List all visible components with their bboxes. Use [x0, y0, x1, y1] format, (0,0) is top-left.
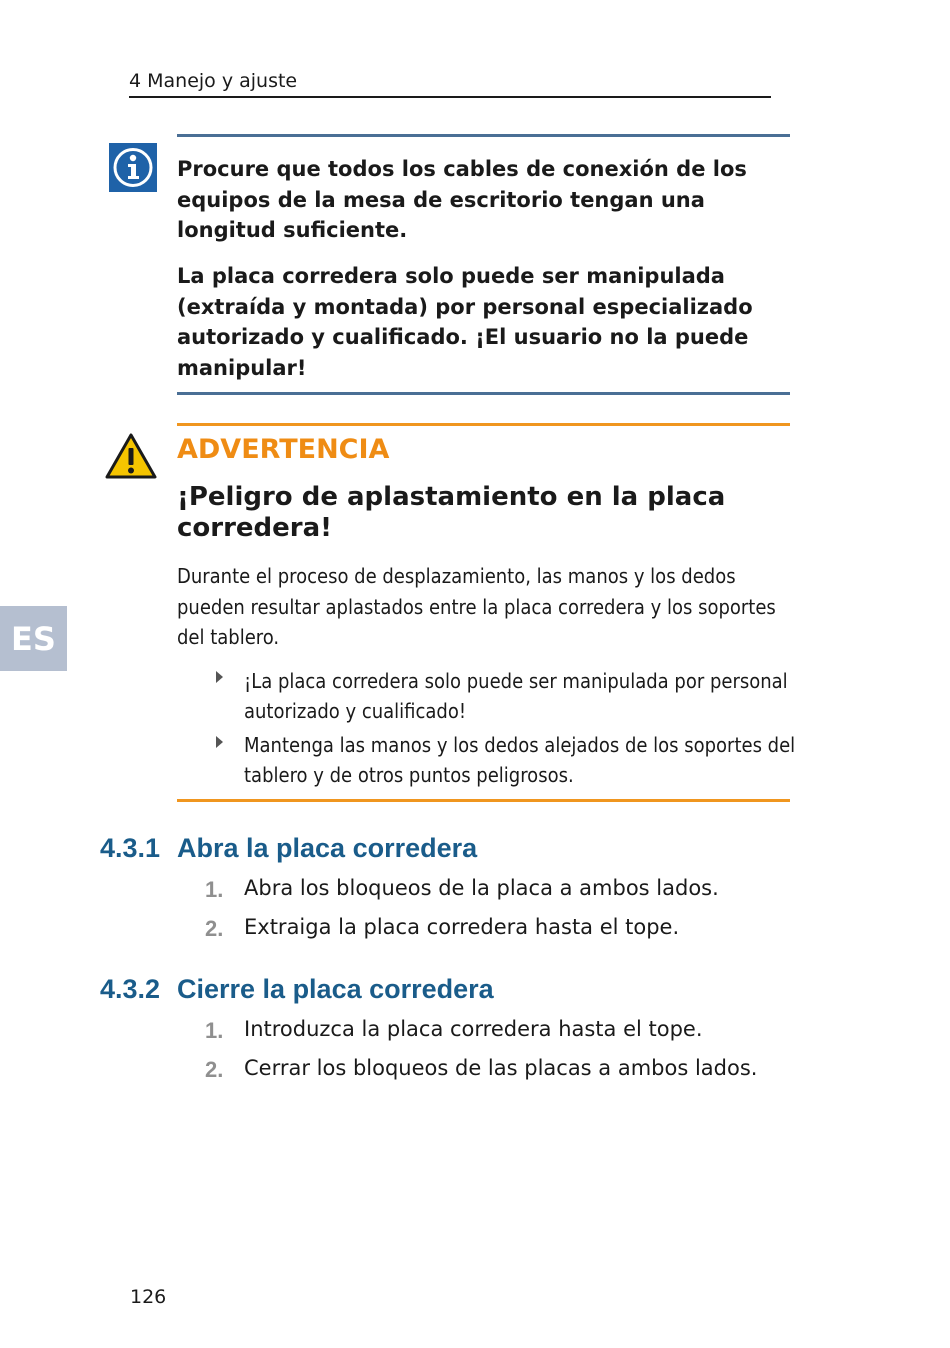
section-number: 4.3.2	[100, 974, 161, 1004]
step-text: Introduzca la placa corredera hasta el tope.	[244, 1017, 703, 1041]
warning-top-rule	[177, 423, 790, 426]
header-rule	[129, 96, 771, 98]
section-title: Cierre la placa corredera	[177, 974, 494, 1004]
language-tab: ES	[0, 606, 67, 671]
step-text: Abra los bloqueos de la placa a ambos lados.	[244, 876, 719, 900]
step-number: 2.	[205, 1057, 224, 1082]
step-number: 1.	[205, 1018, 224, 1043]
warning-signal-word: ADVERTENCIA	[177, 434, 390, 465]
warning-triangle-icon	[104, 432, 158, 480]
note-bottom-rule	[177, 392, 790, 395]
info-icon	[109, 143, 157, 192]
note-top-rule	[177, 134, 790, 137]
bullet-arrow-icon	[216, 736, 223, 748]
warning-bottom-rule	[177, 799, 790, 802]
section-title: Abra la placa corredera	[177, 833, 478, 863]
warning-body: Durante el proceso de desplazamiento, las manos y los dedos pueden resultar aplastados entre la placa corredera y los soportes del tablero.	[177, 564, 776, 649]
step-text: Cerrar los bloqueos de las placas a ambos lados.	[244, 1056, 758, 1080]
section-number: 4.3.1	[100, 833, 161, 863]
step-text: Extraiga la placa corredera hasta el tope.	[244, 915, 680, 939]
step-number: 1.	[205, 877, 224, 902]
warning-title: ¡Peligro de aplastamiento en la placa corredera!	[177, 482, 726, 543]
page-number: 126	[130, 1286, 167, 1308]
warning-bullet: Mantenga las manos y los dedos alejados de los soportes del tablero y de otros puntos peligrosos.	[244, 733, 796, 787]
step-number: 2.	[205, 916, 224, 941]
note-paragraph-2: La placa corredera solo puede ser manipulada (extraída y montada) por personal especializado autorizado y cualificado. ¡El usuario no la puede manipular!	[177, 264, 753, 380]
bullet-arrow-icon	[216, 671, 223, 683]
warning-bullet: ¡La placa corredera solo puede ser manipulada por personal autorizado y cualificado!	[244, 669, 788, 723]
running-header: 4 Manejo y ajuste	[129, 70, 298, 92]
note-paragraph-1: Procure que todos los cables de conexión de los equipos de la mesa de escritorio tengan una longitud suficiente.	[177, 157, 747, 242]
